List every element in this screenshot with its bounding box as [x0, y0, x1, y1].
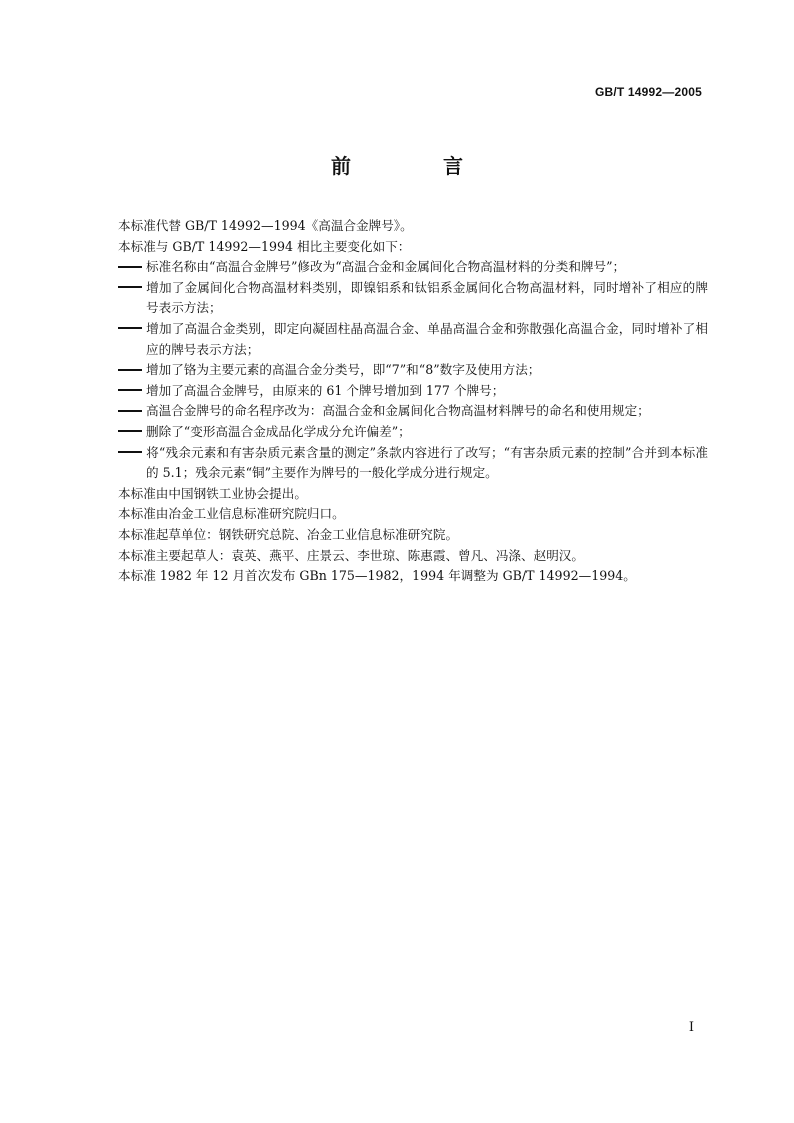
change-item-text: 增加了铬为主要元素的高温合金分类号，即“7”和“8”数字及使用方法；: [146, 362, 541, 378]
change-item: [118, 257, 708, 278]
paragraph-drafting-units: [118, 525, 708, 546]
dash-bullet: [118, 286, 142, 288]
dash-bullet: [118, 327, 142, 329]
change-item: [118, 278, 708, 319]
change-item-text: 增加了高温合金牌号，由原来的 61 个牌号增加到 177 个牌号；: [146, 382, 505, 398]
paragraph-replaces: [118, 216, 708, 237]
change-item: [118, 422, 708, 443]
paragraph-text: 本标准由中国钢铁工业协会提出。: [118, 485, 307, 501]
paragraph-history: [118, 566, 708, 587]
dash-bullet: [118, 410, 142, 412]
paragraph-centralized: [118, 504, 708, 525]
paragraph-text: 本标准主要起草人：袁英、燕平、庄景云、李世琼、陈惠霞、曾凡、冯涤、赵明汉。: [118, 547, 584, 563]
foreword-body: [118, 216, 708, 587]
change-item: [118, 443, 708, 484]
paragraph-text: 本标准起草单位：钢铁研究总院、冶金工业信息标准研究院。: [118, 526, 459, 542]
change-item-text: 删除了“变形高温合金成品化学成分允许偏差”；: [146, 423, 411, 439]
change-item: [118, 360, 708, 381]
standard-number: GB/T 14992—2005: [594, 85, 702, 99]
paragraph-text: 本标准 1982 年 12 月首次发布 GBn 175—1982，1994 年调整为 GB/T 14992—1994。: [118, 568, 636, 584]
change-item-text: 高温合金牌号的命名程序改为：高温合金和金属间化合物高温材料牌号的命名和使用规定；: [146, 403, 650, 419]
change-item-text: 将“残余元素和有害杂质元素含量的测定”条款内容进行了改写；“有害杂质元素的控制”合并到本标准的 5.1；残余元素“铜”主要作为牌号的一般化学成分进行规定。: [146, 444, 708, 481]
page-title: 前 言: [331, 154, 499, 178]
paragraph-text: 本标准与 GB/T 14992—1994 相比主要变化如下：: [118, 238, 411, 254]
dash-bullet: [118, 430, 142, 432]
paragraph-drafters: [118, 546, 708, 567]
dash-bullet: [118, 389, 142, 391]
dash-bullet: [118, 369, 142, 371]
change-item-text: 增加了高温合金类别，即定向凝固柱晶高温合金、单晶高温合金和弥散强化高温合金，同时增补了相应的牌号表示方法；: [146, 320, 708, 357]
paragraph-text: 本标准由冶金工业信息标准研究院归口。: [118, 506, 345, 522]
change-item: [118, 381, 708, 402]
page-number: I: [688, 1020, 694, 1035]
change-item: [118, 319, 708, 360]
change-item-text: 增加了金属间化合物高温材料类别，即镍铝系和钛铝系金属间化合物高温材料，同时增补了相应的牌号表示方法；: [146, 279, 708, 316]
dash-bullet: [118, 266, 142, 268]
dash-bullet: [118, 451, 142, 453]
paragraph-proposer: [118, 484, 708, 505]
paragraph-text: 本标准代替 GB/T 14992—1994《高温合金牌号》。: [118, 218, 413, 233]
change-item-text: 标准名称由“高温合金牌号”修改为“高温合金和金属间化合物高温材料的分类和牌号”；: [146, 259, 626, 275]
change-item: [118, 401, 708, 422]
paragraph-changes-intro: [118, 237, 708, 258]
